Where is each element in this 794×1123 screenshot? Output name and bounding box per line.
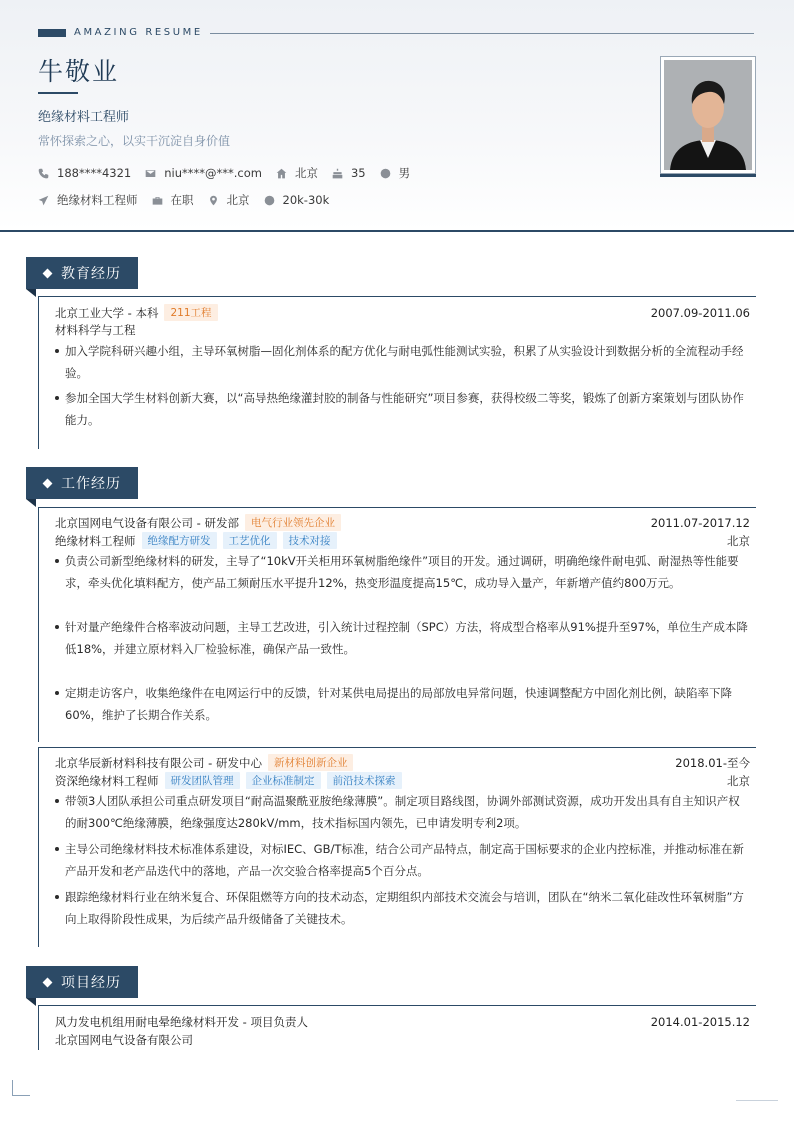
job-intent-row (38, 192, 343, 208)
skill-tag: 绝缘配方研发 (142, 532, 217, 549)
school-name: 北京工业大学 - 本科 (55, 305, 159, 320)
work-bullet: 带领3人团队承担公司重点研发项目“耐高温聚酰亚胺绝缘薄膜”。制定项目路线图，协调外部测试资源，成功开发出具有自主知识产权的耐300℃绝缘薄膜，绝缘强度达280kV/mm，技术指标国内领先，已申请发明专利2项。 (55, 790, 751, 834)
home-text: 北京 (294, 166, 318, 180)
candidate-name: 牛敬业 (38, 57, 120, 86)
age-text: 35 (350, 166, 366, 180)
avatar (664, 60, 752, 170)
company-name: 北京国网电气设备有限公司 - 研发部 (55, 515, 239, 530)
diamond-icon (43, 478, 53, 488)
section-tail (26, 499, 36, 507)
education-major-row (55, 322, 750, 338)
work-role-row (55, 532, 750, 549)
school-tag: 211工程 (164, 304, 217, 321)
gender-text: 男 (398, 166, 411, 180)
cake-icon (332, 168, 343, 179)
section-tail (26, 998, 36, 1006)
skill-tag: 工艺优化 (223, 532, 277, 549)
section-tail (26, 289, 36, 297)
salary-text: 20k-30k (282, 193, 330, 207)
work-bullet: 主导公司绝缘材料技术标准体系建设，对标IEC、GB/T标准，结合公司产品特点，制定高于国标要求的企业内控标准，并推动标准在新产品开发和老产品迭代中的落地，产品一次交验合格率提高5个百分点。 (55, 838, 751, 882)
page-corner-mark (12, 1080, 30, 1096)
skill-tag: 前沿技术探索 (327, 772, 402, 789)
target-city-text: 北京 (226, 193, 250, 207)
education-head (55, 304, 750, 321)
target-position-info (38, 192, 138, 208)
section-title-education (26, 257, 138, 289)
name-underline (38, 92, 78, 94)
section-label: 工作经历 (61, 476, 121, 492)
project-company-row (55, 1032, 750, 1048)
location-icon (208, 195, 219, 206)
role: 资深绝缘材料工程师 (55, 773, 159, 788)
project-head (55, 1014, 750, 1030)
mail-icon (145, 168, 156, 179)
salary-info (264, 193, 330, 207)
age-info (332, 166, 366, 180)
section-label: 教育经历 (61, 266, 121, 282)
company-tag: 电气行业领先企业 (245, 514, 341, 531)
skill-tag: 研发团队管理 (165, 772, 240, 789)
work-date: 2011.07-2017.12 (650, 515, 750, 530)
gender-info (380, 165, 411, 181)
skill-tag: 技术对接 (283, 532, 337, 549)
work-city: 北京 (727, 773, 750, 788)
education-bullet: 加入学院科研兴趣小组，主导环氧树脂—固化剂体系的配方优化与耐电弧性能测试实验，积累了从实验设计到数据分析的全流程动手经验。 (55, 340, 751, 384)
education-bullet: 参加全国大学生材料创新大赛，以“高导热绝缘灌封胶的制备与性能研究”项目参赛，获得校级二等奖，锻炼了创新方案策划与团队协作能力。 (55, 387, 751, 431)
diamond-icon (43, 977, 53, 987)
education-entry (38, 296, 756, 449)
company-tag: 新材料创新企业 (268, 754, 354, 771)
section-label: 项目经历 (61, 975, 121, 991)
target-city-info (208, 192, 250, 208)
brand-divider (210, 33, 754, 34)
work-city: 北京 (727, 533, 750, 548)
role: 绝缘材料工程师 (55, 533, 136, 548)
phone-text: 188****4321 (57, 166, 132, 180)
work-head (55, 754, 750, 771)
work-bullet: 针对量产绝缘件合格率波动问题，主导工艺改进，引入统计过程控制（SPC）方法，将成型合格率从91%提升至97%，单位生产成本降低18%，并建立原材料入厂检验标准，确保产品一致性。 (55, 616, 751, 660)
email-text: niu****@***.com (164, 166, 262, 180)
work-bullet: 跟踪绝缘材料行业在纳米复合、环保阻燃等方向的技术动态，定期组织内部技术交流会与培训，团队在“纳米二氧化硅改性环氧树脂”方向上取得阶段性成果，为后续产品升级储备了关键技术。 (55, 886, 751, 930)
education-date: 2007.09-2011.06 (650, 305, 750, 320)
work-head (55, 514, 750, 531)
skill-tag: 企业标准制定 (246, 772, 321, 789)
phone-icon (38, 168, 49, 179)
profile-photo-frame (660, 56, 756, 174)
work-bullet: 负责公司新型绝缘材料的研发，主导了“10kV开关柜用环氧树脂绝缘件”项目的开发。通过调研，明确绝缘件耐电弧、耐湿热等性能要求，牵头优化填料配方，使产品工频耐压水平提升12%，热变形温度提高15℃，成功导入量产，年新增产值约800万元。 (55, 550, 751, 594)
project-company: 北京国网电气设备有限公司 (55, 1033, 193, 1047)
phone-info (38, 166, 131, 180)
project-name: 风力发电机组用耐电晕绝缘材料开发 - 项目负责人 (55, 1015, 308, 1029)
home-info (276, 165, 318, 181)
status-info (152, 192, 194, 208)
work-role-row (55, 772, 750, 789)
work-bullet: 定期走访客户，收集绝缘件在电网运行中的反馈，针对某供电局提出的局部放电异常问题，快速调整配方中固化剂比例，缺陷率下降60%，维护了长期合作关系。 (55, 682, 751, 726)
job-title: 绝缘材料工程师 (38, 110, 130, 125)
status-text: 在职 (170, 193, 194, 207)
project-entry (38, 1005, 756, 1050)
email-info (145, 166, 262, 180)
briefcase-icon (152, 195, 163, 206)
portrait-icon (664, 60, 752, 170)
money-icon (264, 195, 275, 206)
resume-header (0, 0, 794, 232)
gender-icon (380, 168, 391, 179)
target-position-text: 绝缘材料工程师 (57, 193, 138, 207)
work-date: 2018.01-至今 (675, 755, 750, 770)
page-corner-line (736, 1100, 778, 1101)
company-name: 北京华辰新材料科技有限公司 - 研发中心 (55, 755, 262, 770)
work-entry (38, 747, 756, 947)
brand-text: AMAZING RESUME (74, 27, 203, 38)
work-entry (38, 507, 756, 742)
motto: 常怀探索之心，以实干沉淀自身价值 (38, 134, 231, 148)
diamond-icon (43, 268, 53, 278)
section-title-work (26, 467, 138, 499)
project-date: 2014.01-2015.12 (650, 1015, 750, 1029)
send-icon (38, 195, 49, 206)
section-title-project (26, 966, 138, 998)
major: 材料科学与工程 (55, 323, 136, 337)
home-icon (276, 168, 287, 179)
contact-row (38, 165, 424, 181)
brand-bar (38, 29, 66, 37)
